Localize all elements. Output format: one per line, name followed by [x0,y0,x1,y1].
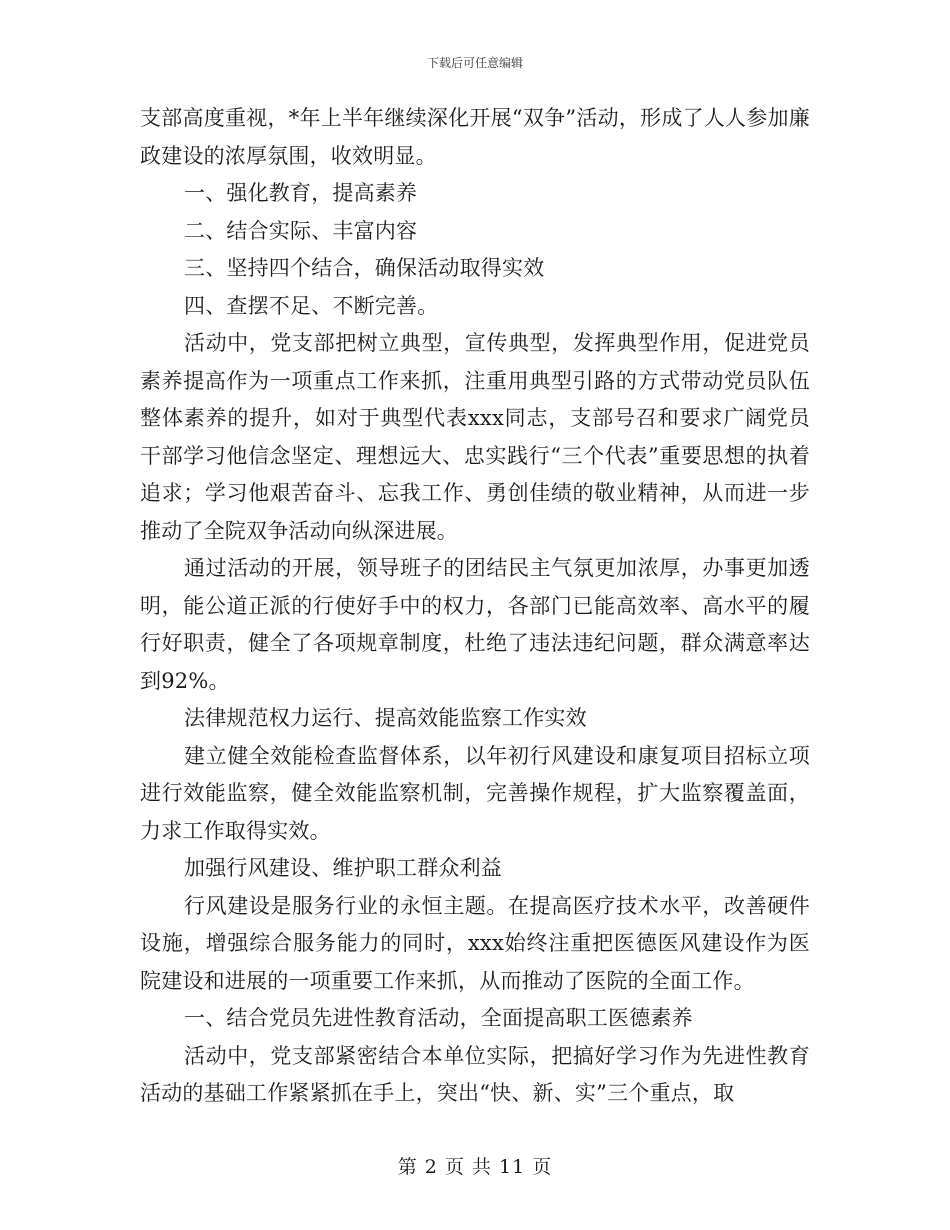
paragraph-10: 加强行风建设、维护职工群众利益 [184,856,502,880]
paragraph-4: 三、坚持四个结合，确保活动取得实效 [184,256,545,280]
paragraph-8: 法律规范权力运行、提高效能监察工作实效 [184,706,587,730]
page-footer: 第 2 页 共 11 页 [397,1156,553,1178]
document-body [140,100,810,1113]
paragraph-1: 支部高度重视，*年上半年继续深化开展“双争”活动，形成了人人参加廉政建设的浓厚氛围，收效明显。 [140,106,810,168]
paragraph-13: 活动中，党支部紧密结合本单位实际，把搞好学习作为先进性教育活动的基础工作紧紧抓在手上，突出“快、新、实”三个重点，取 [140,1043,810,1105]
paragraph-9: 建立健全效能检查监督体系，以年初行风建设和康复项目招标立项进行效能监察，健全效能监察机制，完善操作规程，扩大监察覆盖面，力求工作取得实效。 [140,743,810,843]
paragraph-3: 二、结合实际、丰富内容 [184,218,418,243]
paragraph-7: 通过活动的开展，领导班子的团结民主气氛更加浓厚，办事更加透明，能公道正派的行使好手中的权力，各部门已能高效率、高水平的履行好职责，健全了各项规章制度，杜绝了违法违纪问题，群众满意率达到92%。 [140,556,810,693]
paragraph-6: 活动中，党支部把树立典型，宣传典型，发挥典型作用，促进党员素养提高作为一项重点工作来抓，注重用典型引路的方式带动党员队伍整体素养的提升，如对于典型代表xxx同志，支部号召和要求广阔党员干部学习他信念坚定、理想远大、忠实践行“三个代表”重要思想的执着追求；学习他艰苦奋斗、忘我工作、勇创佳绩的敬业精神，从而进一步推动了全院双争活动向纵深进展。 [140,331,810,543]
paragraph-12: 一、结合党员先进性教育活动，全面提高职工医德素养 [184,1006,693,1030]
paragraph-2: 一、强化教育，提高素养 [184,181,418,205]
paragraph-5: 四、查摆不足、不断完善。 [184,293,439,318]
page-header: 下载后可任意编辑 [426,56,523,70]
paragraph-11: 行风建设是服务行业的永恒主题。在提高医疗技术水平，改善硬件设施，增强综合服务能力的同时，xxx始终注重把医德医风建设作为医院建设和进展的一项重要工作来抓，从而推动了医院的全面工作。 [140,893,810,993]
